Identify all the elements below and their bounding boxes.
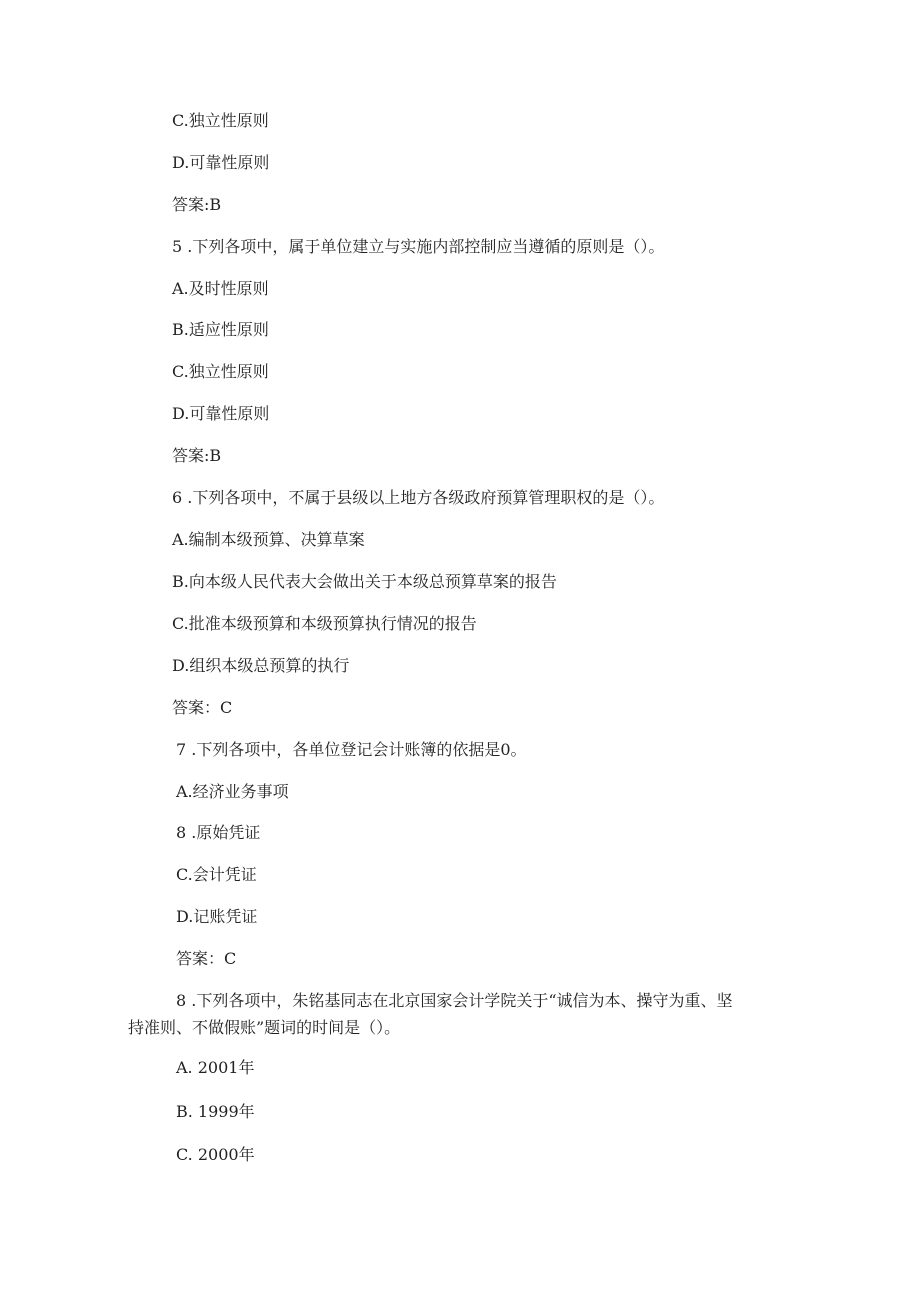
- question-line: 5 .下列各项中，属于单位建立与实施内部控制应当遵循的原则是（）。: [172, 237, 665, 256]
- option-line: 8 .原始凭证: [176, 823, 261, 842]
- option-line: D.可靠性原则: [172, 153, 270, 172]
- question-line-continued: 持准则、不做假账”题词的时间是（）。: [128, 1018, 401, 1037]
- option-line: C.会计凭证: [176, 865, 257, 884]
- option-line: A. 2001年: [176, 1058, 255, 1077]
- option-line: B.向本级人民代表大会做出关于本级总预算草案的报告: [172, 572, 557, 591]
- option-line: D.组织本级总预算的执行: [172, 656, 350, 675]
- answer-line: 答案:B: [172, 195, 222, 214]
- answer-line: 答案：C: [176, 949, 237, 968]
- option-line: C. 2000年: [176, 1145, 255, 1164]
- option-line: B.适应性原则: [172, 320, 269, 339]
- question-line: 6 .下列各项中，不属于县级以上地方各级政府预算管理职权的是（）。: [172, 488, 665, 507]
- option-line: A.编制本级预算、决算草案: [172, 530, 365, 549]
- option-line: D.记账凭证: [176, 907, 258, 926]
- option-line: C.批准本级预算和本级预算执行情况的报告: [172, 614, 477, 633]
- question-line: 8 .下列各项中，朱铭基同志在北京国家会计学院关于“诚信为本、操守为重、坚: [176, 991, 733, 1010]
- option-line: A.经济业务事项: [176, 782, 289, 801]
- question-line: 7 .下列各项中，各单位登记会计账簿的依据是0。: [176, 740, 527, 759]
- option-line: C.独立性原则: [172, 111, 269, 130]
- option-line: C.独立性原则: [172, 362, 269, 381]
- answer-line: 答案:B: [172, 446, 222, 465]
- option-line: A.及时性原则: [172, 279, 269, 298]
- option-line: D.可靠性原则: [172, 404, 270, 423]
- option-line: B. 1999年: [176, 1102, 255, 1121]
- answer-line: 答案：C: [172, 698, 233, 717]
